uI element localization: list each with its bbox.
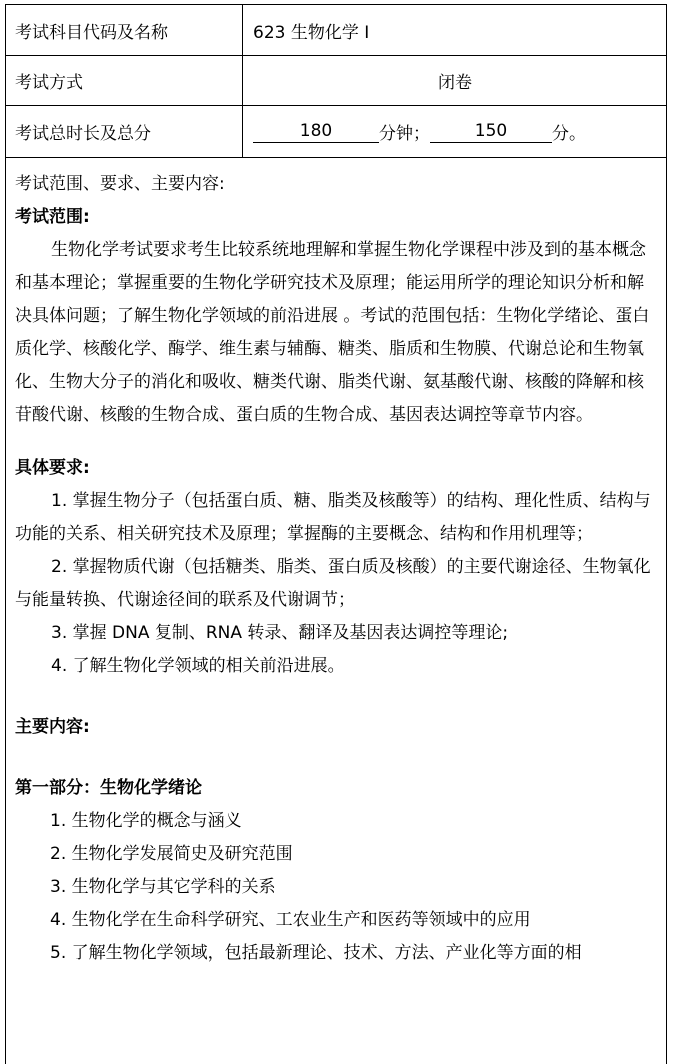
requirement-item: 4. 了解生物化学领域的相关前沿进展。 — [51, 656, 345, 676]
scope-paragraph: 生物化学考试要求考生比较系统地理解和掌握生物化学课程中涉及到的基本概念和基本理论；掌握重要的生物化学研究技术及原理；能运用所学的理论知识分析和解决具体问题；了解生物化学领域的前沿进展 。考试的范围包括：生物化学绪论、蛋白质化学、核酸化学、酶学、维生素与辅酶、糖类、脂质和生物膜、代谢总论和生物氧化、生物大分子的消化和吸收、糖类代谢、脂类代谢、氨基酸代谢、核酸的降解和核苷酸代谢、核酸的生物合成、蛋白质的生物合成、基因表达调控等章节内容。 — [15, 240, 650, 425]
requirement-item: 2. 掌握物质代谢（包括糖类、脂类、蛋白质及核酸）的主要代谢途径、生物氧化与能量转换、代谢途径间的联系及代谢调节； — [15, 557, 651, 610]
main-content-heading: 主要内容: — [15, 717, 90, 737]
scope-heading: 考试范围: — [15, 207, 90, 227]
content-area — [6, 158, 666, 970]
subject-row — [6, 5, 666, 56]
duration-label: 考试总时长及总分 — [6, 106, 243, 157]
part1-item: 5. 了解生物化学领域，包括最新理论、技术、方法、产业化等方面的相 — [50, 943, 582, 963]
exam-outline-sheet — [5, 4, 667, 1064]
part1-item: 3. 生物化学与其它学科的关系 — [50, 877, 276, 897]
spacer — [15, 432, 660, 452]
intro-text: 考试范围、要求、主要内容: — [15, 174, 225, 194]
duration-value — [244, 106, 666, 157]
part1-item: 4. 生物化学在生命科学研究、工农业生产和医药等领域中的应用 — [50, 910, 531, 930]
part1-item: 2. 生物化学发展简史及研究范围 — [50, 844, 293, 864]
duration-row — [6, 106, 666, 158]
duration-minutes: 180 — [253, 120, 379, 143]
spacer — [15, 744, 660, 772]
duration-unit: 分钟； — [379, 124, 430, 144]
mode-value: 闭卷 — [438, 73, 472, 93]
spacer — [15, 683, 660, 711]
subject-value: 623 生物化学 I — [253, 22, 370, 43]
requirement-item: 3. 掌握 DNA 复制、RNA 转录、翻译及基因表达调控等理论; — [51, 623, 509, 643]
total-score: 150 — [430, 120, 552, 143]
mode-row — [6, 56, 666, 106]
requirement-item: 1. 掌握生物分子（包括蛋白质、糖、脂类及核酸等）的结构、理化性质、结构与功能的关系、相关研究技术及原理；掌握酶的主要概念、结构和作用机理等； — [15, 491, 651, 544]
part1-heading: 第一部分：生物化学绪论 — [15, 778, 202, 798]
part1-item: 1. 生物化学的概念与涵义 — [50, 811, 242, 831]
score-unit: 分。 — [552, 124, 586, 144]
mode-label: 考试方式 — [6, 56, 243, 105]
subject-label: 考试科目代码及名称 — [6, 5, 243, 55]
requirements-heading: 具体要求: — [15, 458, 90, 478]
